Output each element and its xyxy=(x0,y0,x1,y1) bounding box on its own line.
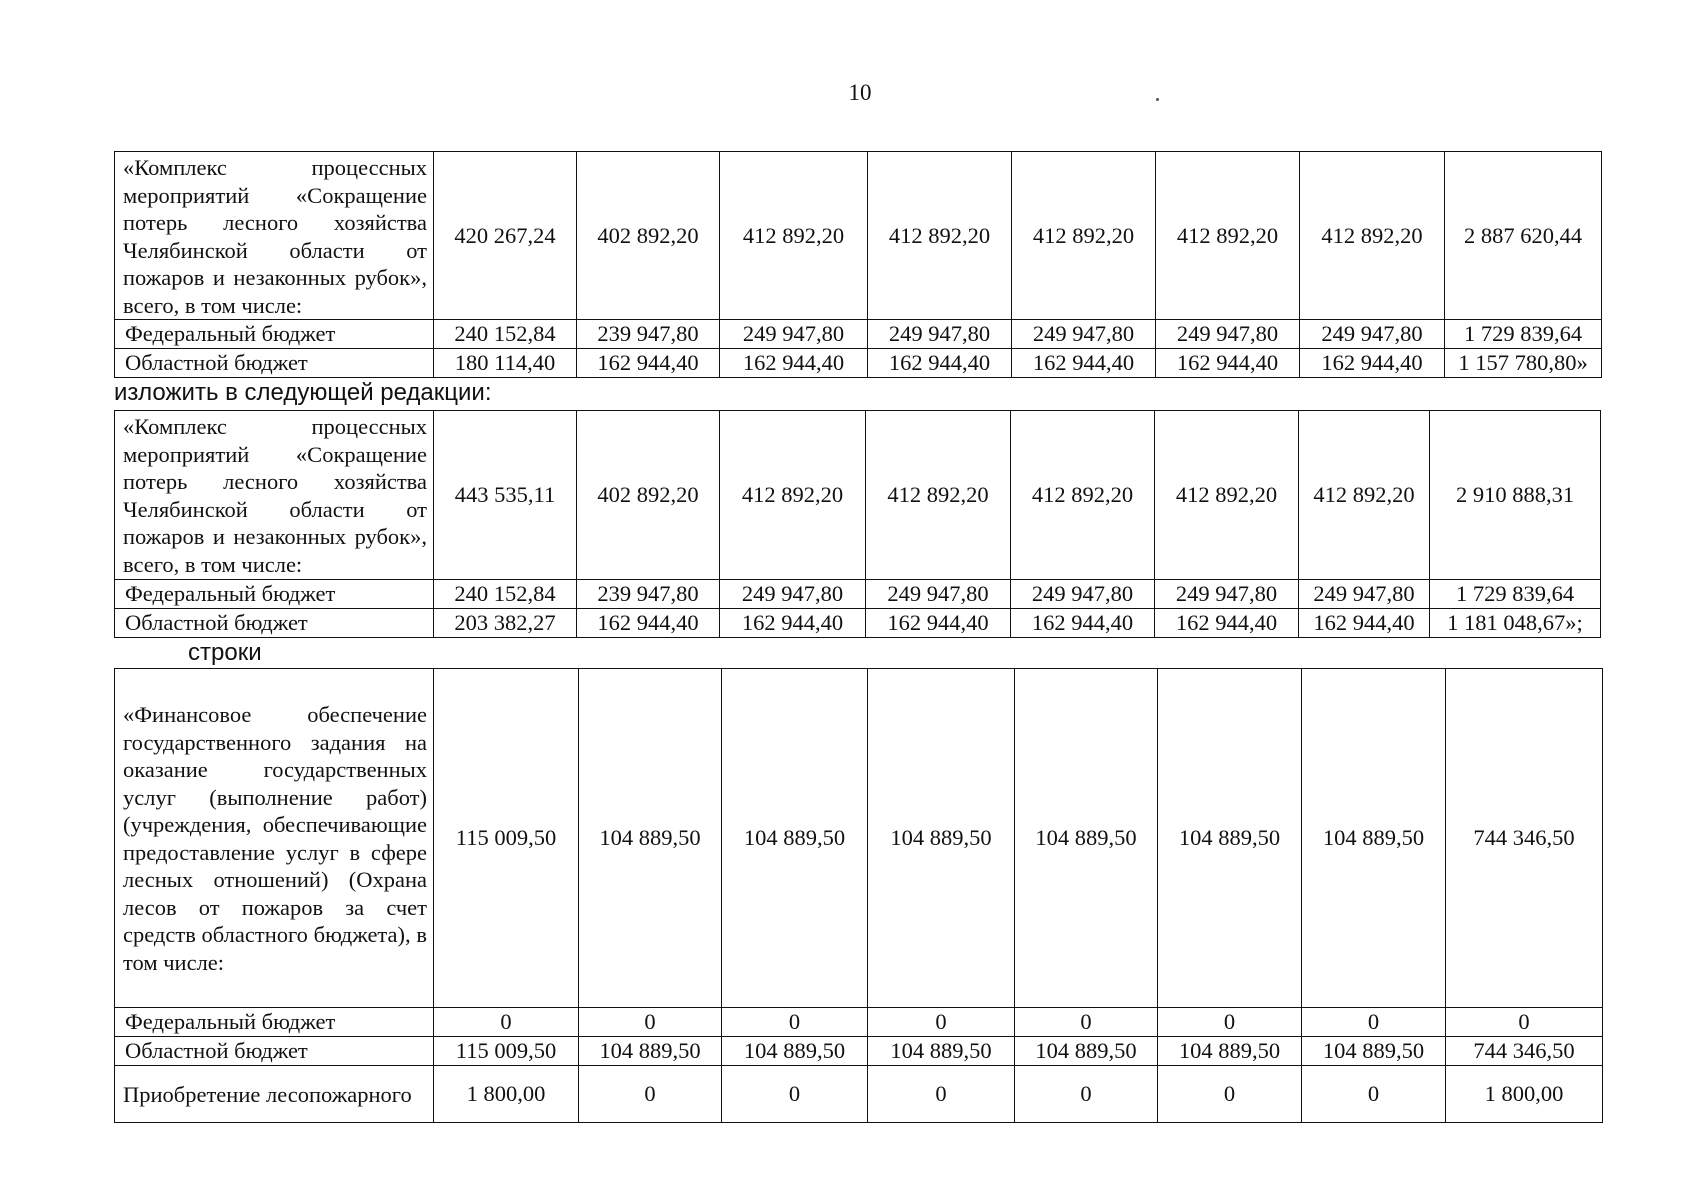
value-cell: 249 947,80 xyxy=(1011,579,1155,608)
value-cell: 0 xyxy=(868,1007,1015,1036)
value-cell: 1 800,00 xyxy=(434,1065,579,1122)
value-cell: 249 947,80 xyxy=(720,579,866,608)
row-name: Приобретение лесопожарного xyxy=(115,1065,434,1122)
value-cell: 162 944,40 xyxy=(1155,608,1299,637)
table-row xyxy=(115,152,1602,320)
value-cell: 249 947,80 xyxy=(868,320,1012,349)
table-row xyxy=(115,320,1602,349)
value-cell: 104 889,50 xyxy=(722,669,868,1008)
row-name: Федеральный бюджет xyxy=(115,579,434,608)
value-cell: 412 892,20 xyxy=(866,411,1011,580)
value-cell: 412 892,20 xyxy=(1011,411,1155,580)
value-cell: 203 382,27 xyxy=(434,608,577,637)
value-cell: 412 892,20 xyxy=(1299,411,1430,580)
value-cell: 240 152,84 xyxy=(434,320,577,349)
value-cell: 412 892,20 xyxy=(1012,152,1156,320)
row-name: Федеральный бюджет xyxy=(115,320,434,349)
value-cell: 0 xyxy=(1302,1065,1446,1122)
value-cell: 249 947,80 xyxy=(1299,579,1430,608)
value-cell: 249 947,80 xyxy=(1012,320,1156,349)
value-cell: 104 889,50 xyxy=(868,1036,1015,1065)
value-cell: 0 xyxy=(1158,1065,1302,1122)
budget-table-original xyxy=(114,151,1602,378)
total-cell: 0 xyxy=(1446,1007,1603,1036)
value-cell: 0 xyxy=(868,1065,1015,1122)
table-row xyxy=(115,411,1601,580)
value-cell: 0 xyxy=(579,1007,722,1036)
value-cell: 162 944,40 xyxy=(720,608,866,637)
value-cell: 239 947,80 xyxy=(577,579,720,608)
value-cell: 0 xyxy=(722,1065,868,1122)
value-cell: 0 xyxy=(579,1065,722,1122)
value-cell: 249 947,80 xyxy=(1300,320,1445,349)
value-cell: 0 xyxy=(1015,1007,1158,1036)
value-cell: 104 889,50 xyxy=(1015,669,1158,1008)
value-cell: 0 xyxy=(1302,1007,1446,1036)
value-cell: 402 892,20 xyxy=(577,152,720,320)
row-name: «Финансовое обеспечение государственного задания на оказание государственных услуг (выполнение работ) (учреждения, обеспечивающие предоставление услуг в сфере лесных отношений) (Охрана лесов от пожаров за счет средств областного бюджета), в том числе: xyxy=(115,669,434,1008)
total-cell: 1 729 839,64 xyxy=(1430,579,1601,608)
value-cell: 443 535,11 xyxy=(434,411,577,580)
total-cell: 744 346,50 xyxy=(1446,669,1603,1008)
value-cell: 115 009,50 xyxy=(434,669,579,1008)
value-cell: 104 889,50 xyxy=(579,1036,722,1065)
value-cell: 0 xyxy=(434,1007,579,1036)
total-cell: 744 346,50 xyxy=(1446,1036,1603,1065)
scan-speck xyxy=(1156,98,1159,101)
table-row xyxy=(115,1007,1603,1036)
value-cell: 162 944,40 xyxy=(868,349,1012,378)
page-number: 10 xyxy=(848,80,872,105)
value-cell: 162 944,40 xyxy=(720,349,868,378)
value-cell: 249 947,80 xyxy=(1155,579,1299,608)
value-cell: 115 009,50 xyxy=(434,1036,579,1065)
budget-table-revised xyxy=(114,410,1601,638)
value-cell: 104 889,50 xyxy=(1302,669,1446,1008)
value-cell: 420 267,24 xyxy=(434,152,577,320)
row-name: Областной бюджет xyxy=(115,349,434,378)
total-cell: 1 800,00 xyxy=(1446,1065,1603,1122)
value-cell: 104 889,50 xyxy=(722,1036,868,1065)
table-row xyxy=(115,579,1601,608)
value-cell: 104 889,50 xyxy=(579,669,722,1008)
value-cell: 412 892,20 xyxy=(1155,411,1299,580)
instruction-text: изложить в следующей редакции: xyxy=(114,379,492,406)
total-cell: 1 157 780,80» xyxy=(1445,349,1602,378)
value-cell: 162 944,40 xyxy=(1012,349,1156,378)
value-cell: 162 944,40 xyxy=(1011,608,1155,637)
value-cell: 402 892,20 xyxy=(577,411,720,580)
table-row xyxy=(115,1065,1603,1122)
row-name: «Комплекс процессных мероприятий «Сокращение потерь лесного хозяйства Челябинской области от пожаров и незаконных рубок», всего, в том числе: xyxy=(115,411,434,580)
total-cell: 2 887 620,44 xyxy=(1445,152,1602,320)
value-cell: 162 944,40 xyxy=(1300,349,1445,378)
value-cell: 0 xyxy=(722,1007,868,1036)
total-cell: 1 181 048,67»; xyxy=(1430,608,1601,637)
value-cell: 180 114,40 xyxy=(434,349,577,378)
table-row xyxy=(115,608,1601,637)
table-row xyxy=(115,669,1603,1008)
value-cell: 239 947,80 xyxy=(577,320,720,349)
table-row xyxy=(115,1036,1603,1065)
value-cell: 104 889,50 xyxy=(868,669,1015,1008)
value-cell: 162 944,40 xyxy=(577,349,720,378)
value-cell: 0 xyxy=(1015,1065,1158,1122)
value-cell: 412 892,20 xyxy=(1300,152,1445,320)
value-cell: 240 152,84 xyxy=(434,579,577,608)
total-cell: 2 910 888,31 xyxy=(1430,411,1601,580)
value-cell: 104 889,50 xyxy=(1158,669,1302,1008)
value-cell: 0 xyxy=(1158,1007,1302,1036)
value-cell: 104 889,50 xyxy=(1015,1036,1158,1065)
instruction-text: строки xyxy=(188,639,262,666)
value-cell: 412 892,20 xyxy=(868,152,1012,320)
row-name: Областной бюджет xyxy=(115,608,434,637)
value-cell: 104 889,50 xyxy=(1158,1036,1302,1065)
value-cell: 249 947,80 xyxy=(720,320,868,349)
total-cell: 1 729 839,64 xyxy=(1445,320,1602,349)
value-cell: 412 892,20 xyxy=(1156,152,1300,320)
budget-table-state-assignment xyxy=(114,668,1603,1123)
row-name: Федеральный бюджет xyxy=(115,1007,434,1036)
value-cell: 249 947,80 xyxy=(866,579,1011,608)
row-name: Областной бюджет xyxy=(115,1036,434,1065)
value-cell: 412 892,20 xyxy=(720,411,866,580)
row-name: «Комплекс процессных мероприятий «Сокращение потерь лесного хозяйства Челябинской области от пожаров и незаконных рубок», всего, в том числе: xyxy=(115,152,434,320)
value-cell: 162 944,40 xyxy=(1299,608,1430,637)
value-cell: 249 947,80 xyxy=(1156,320,1300,349)
value-cell: 162 944,40 xyxy=(1156,349,1300,378)
table-row xyxy=(115,349,1602,378)
value-cell: 162 944,40 xyxy=(577,608,720,637)
value-cell: 104 889,50 xyxy=(1302,1036,1446,1065)
value-cell: 412 892,20 xyxy=(720,152,868,320)
value-cell: 162 944,40 xyxy=(866,608,1011,637)
